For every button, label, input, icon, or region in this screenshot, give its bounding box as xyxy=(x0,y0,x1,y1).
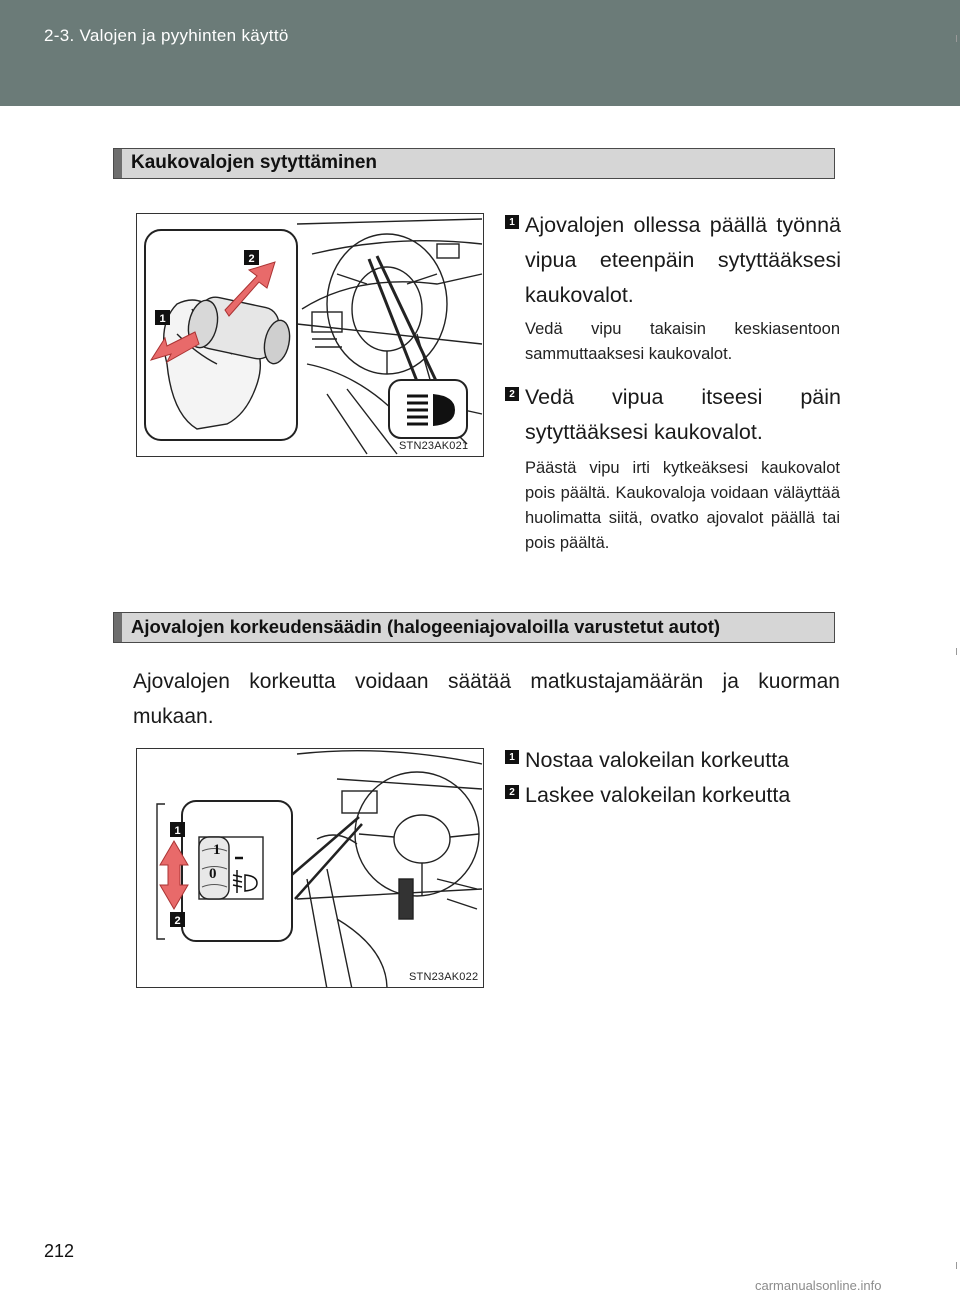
step-text: Ajovalojen ollessa päällä työnnä vipua eteenpäin sytyttääksesi kaukovalot. xyxy=(525,213,841,307)
page-number: 212 xyxy=(44,1241,75,1261)
step-1-high-beam xyxy=(505,208,841,313)
section-heading-leveling xyxy=(113,612,835,643)
illustration-lever xyxy=(137,214,484,457)
section-title: Kaukovalojen sytyttäminen xyxy=(131,152,378,173)
figure-code: STN23AK022 xyxy=(409,971,479,983)
svg-text:1: 1 xyxy=(159,313,166,325)
step-2-lower-beam xyxy=(505,778,841,813)
step-1-raise-beam xyxy=(505,743,841,778)
step-text: Nostaa valokeilan korkeutta xyxy=(525,748,790,772)
svg-text:1: 1 xyxy=(174,825,181,837)
intro-paragraph: Ajovalojen korkeutta voidaan säätää matkustajamäärän ja kuorman mukaan. xyxy=(133,670,840,728)
step-badge: 1 xyxy=(505,215,519,229)
figure-high-beam-lever xyxy=(136,213,484,457)
section-heading-high-beam xyxy=(113,148,835,179)
step-2-high-beam xyxy=(505,380,841,450)
section-title: Ajovalojen korkeudensäädin (halogeeniajovaloilla varustetut autot) xyxy=(131,616,721,637)
illustration-dial xyxy=(137,749,484,988)
dial-mark-0: 0 xyxy=(209,866,217,882)
step-1-note: Vedä vipu takaisin keskiasentoon sammuttaaksesi kaukovalot. xyxy=(525,320,840,363)
step-text: Laskee valokeilan korkeutta xyxy=(525,783,791,807)
figure-code: STN23AK021 xyxy=(399,440,469,452)
dial-mark-1: 1 xyxy=(213,842,221,858)
step-badge: 2 xyxy=(505,387,519,401)
svg-text:2: 2 xyxy=(248,253,255,265)
figure-leveling-dial xyxy=(136,748,484,988)
step-badge: 1 xyxy=(505,750,519,764)
header-band xyxy=(0,0,960,106)
watermark: carmanualsonline.info xyxy=(755,1278,882,1293)
svg-text:2: 2 xyxy=(174,915,181,927)
step-2-note: Päästä vipu irti kytkeäksesi kaukovalot pois päältä. Kaukovaloja voidaan väläyttää huolimatta siitä, ovatko ajovalot päällä tai pois päältä. xyxy=(525,459,840,552)
step-text: Vedä vipua itseesi päin sytyttääksesi kaukovalot. xyxy=(525,385,841,444)
step-badge: 2 xyxy=(505,785,519,799)
chapter-title: 2-3. Valojen ja pyyhinten käyttö xyxy=(44,26,289,45)
